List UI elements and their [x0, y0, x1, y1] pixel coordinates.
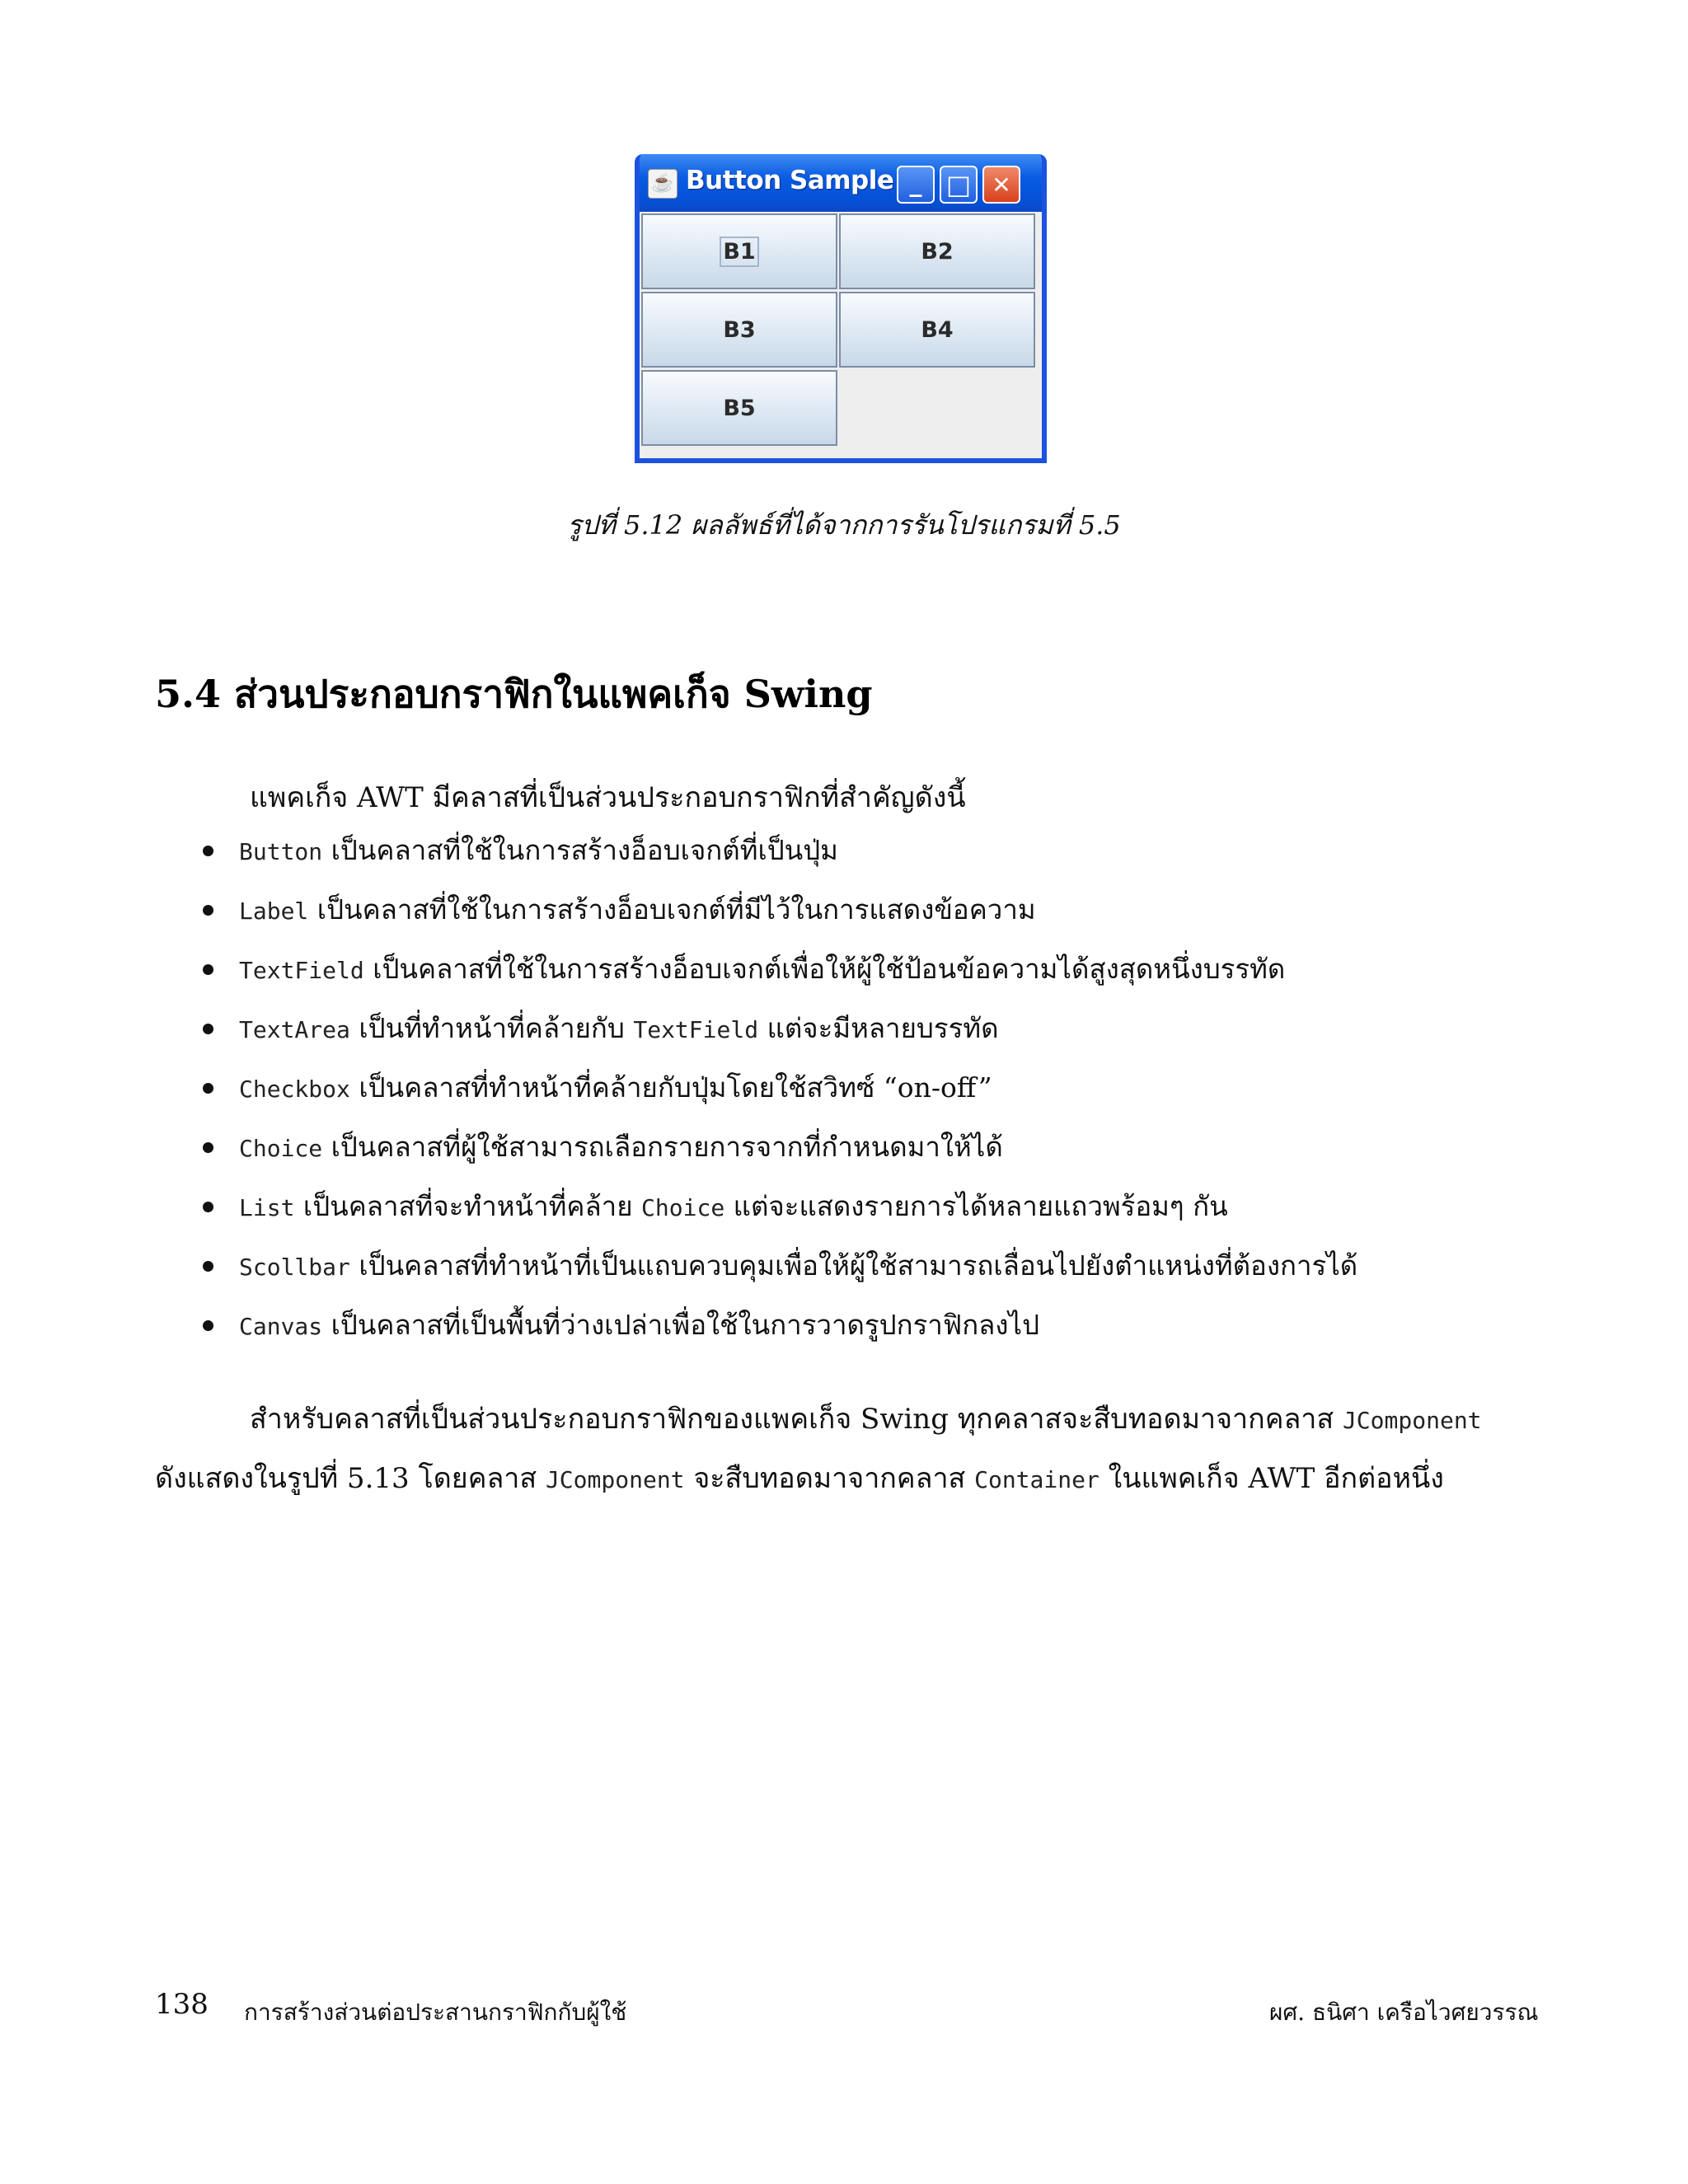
button-b4-label: B4 [921, 316, 954, 343]
class-name: TextField [239, 957, 364, 984]
author-name: ผศ. ธนิศา เครือไวศยวรรณ [1269, 1999, 1539, 2026]
bullet-icon [203, 1024, 213, 1034]
book-title: การสร้างส่วนต่อประสานกราฟิกกับผู้ใช้ [244, 1999, 627, 2026]
close-button[interactable] [982, 166, 1020, 204]
class-description: เป็นคลาสที่จะทำหน้าที่คล้าย [294, 1190, 642, 1222]
list-item [198, 1246, 1357, 1305]
paragraph-text: สำหรับคลาสที่เป็นส่วนประกอบกราฟิกของแพคเก็จ Swing ทุกคลาสจะสืบทอดมาจากคลาส [250, 1403, 1343, 1436]
list-item [198, 1127, 1357, 1187]
bullet-icon [203, 1083, 213, 1094]
bullet-icon [203, 1202, 213, 1212]
maximize-button[interactable] [940, 166, 978, 204]
class-description: เป็นคลาสที่ใช้ในการสร้างอ็อบเจกต์เพื่อให้ผู้ใช้ป้อนข้อความได้สูงสุดหนึ่งบรรทัด [363, 953, 1286, 985]
paragraph-text: ในแพคเก็จ AWT อีกต่อหนึ่ง [1099, 1462, 1444, 1495]
button-b3-label: B3 [723, 316, 756, 343]
button-b5[interactable] [641, 370, 837, 446]
java-cup-icon: ☕ [648, 169, 678, 199]
close-icon: ✕ [992, 171, 1011, 199]
button-b5-label: B5 [723, 395, 756, 421]
bullet-icon [203, 964, 213, 975]
bullet-icon [203, 1320, 213, 1331]
bullet-icon [203, 1142, 213, 1153]
class-description: เป็นคลาสที่เป็นพื้นที่ว่างเปล่าเพื่อใช้ในการวาดรูปกราฟิกลงไป [322, 1309, 1040, 1341]
paragraph-text: ดังแสดงในรูปที่ 5.13 โดยคลาส [155, 1462, 546, 1495]
button-sample-window [635, 154, 1047, 463]
class-name: Choice [239, 1135, 323, 1162]
button-b4[interactable] [839, 292, 1035, 368]
figure-caption: รูปที่ 5.12 ผลลัพธ์ที่ได้จากการรันโปรแกรมที่ 5.5 [567, 509, 1121, 541]
button-b2[interactable] [839, 213, 1035, 289]
class-description-cont: แต่จะแสดงรายการได้หลายแถวพร้อมๆ กัน [724, 1190, 1228, 1222]
button-b1-label: B1 [720, 237, 758, 267]
class-name-inline: JComponent [1342, 1407, 1482, 1434]
class-description: เป็นคลาสที่ผู้ใช้สามารถเลือกรายการจากที่กำหนดมาให้ได้ [322, 1131, 1003, 1163]
maximize-icon: □ [945, 169, 972, 200]
section-heading: 5.4 ส่วนประกอบกราฟิกในแพคเก็จ Swing [155, 672, 873, 716]
window-titlebar[interactable] [635, 154, 1047, 212]
class-name: List [239, 1194, 295, 1221]
class-description-cont: แต่จะมีหลายบรรทัด [758, 1012, 999, 1044]
button-b3[interactable] [641, 292, 837, 368]
minimize-icon: _ [909, 169, 922, 198]
class-name: Scollbar [239, 1254, 350, 1281]
class-description: เป็นคลาสที่ทำหน้าที่เป็นแถบควบคุมเพื่อให้ผู้ใช้สามารถเลื่อนไปยังตำแหน่งที่ต้องการได้ [349, 1249, 1358, 1282]
bullet-icon [203, 846, 213, 856]
paragraph-line-2 [155, 1455, 1444, 1500]
class-name-inline: TextField [633, 1016, 759, 1043]
button-b2-label: B2 [921, 238, 954, 265]
class-name-inline: JComponent [545, 1466, 685, 1493]
class-description: เป็นที่ทำหน้าที่คล้ายกับ [349, 1012, 634, 1044]
list-item [198, 1305, 1357, 1365]
class-name: Checkbox [239, 1076, 350, 1103]
class-description: เป็นคลาสที่ใช้ในการสร้างอ็อบเจกต์ที่มีไว้ในการแสดงข้อความ [308, 893, 1036, 926]
list-item [198, 1009, 1357, 1068]
bullet-icon [203, 905, 213, 916]
list-item [198, 1187, 1357, 1246]
list-item [198, 831, 1357, 890]
intro-text: แพคเก็จ AWT มีคลาสที่เป็นส่วนประกอบกราฟิกที่สำคัญดังนี้ [250, 781, 966, 814]
paragraph-line-1 [250, 1396, 1482, 1441]
minimize-button[interactable] [897, 166, 935, 204]
list-item [198, 1068, 1357, 1127]
class-list [198, 831, 1357, 1365]
class-name: TextArea [239, 1016, 350, 1043]
bullet-icon [203, 1261, 213, 1272]
list-item [198, 890, 1357, 949]
class-description: เป็นคลาสที่ใช้ในการสร้างอ็อบเจกต์ที่เป็นปุ่ม [322, 834, 838, 866]
class-name: Canvas [239, 1313, 323, 1340]
class-name: Button [239, 838, 323, 865]
class-name-inline: Container [974, 1466, 1100, 1493]
button-b1[interactable] [641, 213, 837, 289]
window-title: Button Sample [686, 166, 894, 195]
list-item [198, 949, 1357, 1009]
class-name-inline: Choice [641, 1194, 725, 1221]
page-number: 138 [155, 1988, 209, 2021]
paragraph-text: จะสืบทอดมาจากคลาส [684, 1462, 975, 1495]
class-name: Label [239, 898, 309, 925]
class-description: เป็นคลาสที่ทำหน้าที่คล้ายกับปุ่มโดยใช้สวิทซ์ “on-off” [349, 1071, 992, 1104]
window-content-grid [640, 212, 1042, 463]
